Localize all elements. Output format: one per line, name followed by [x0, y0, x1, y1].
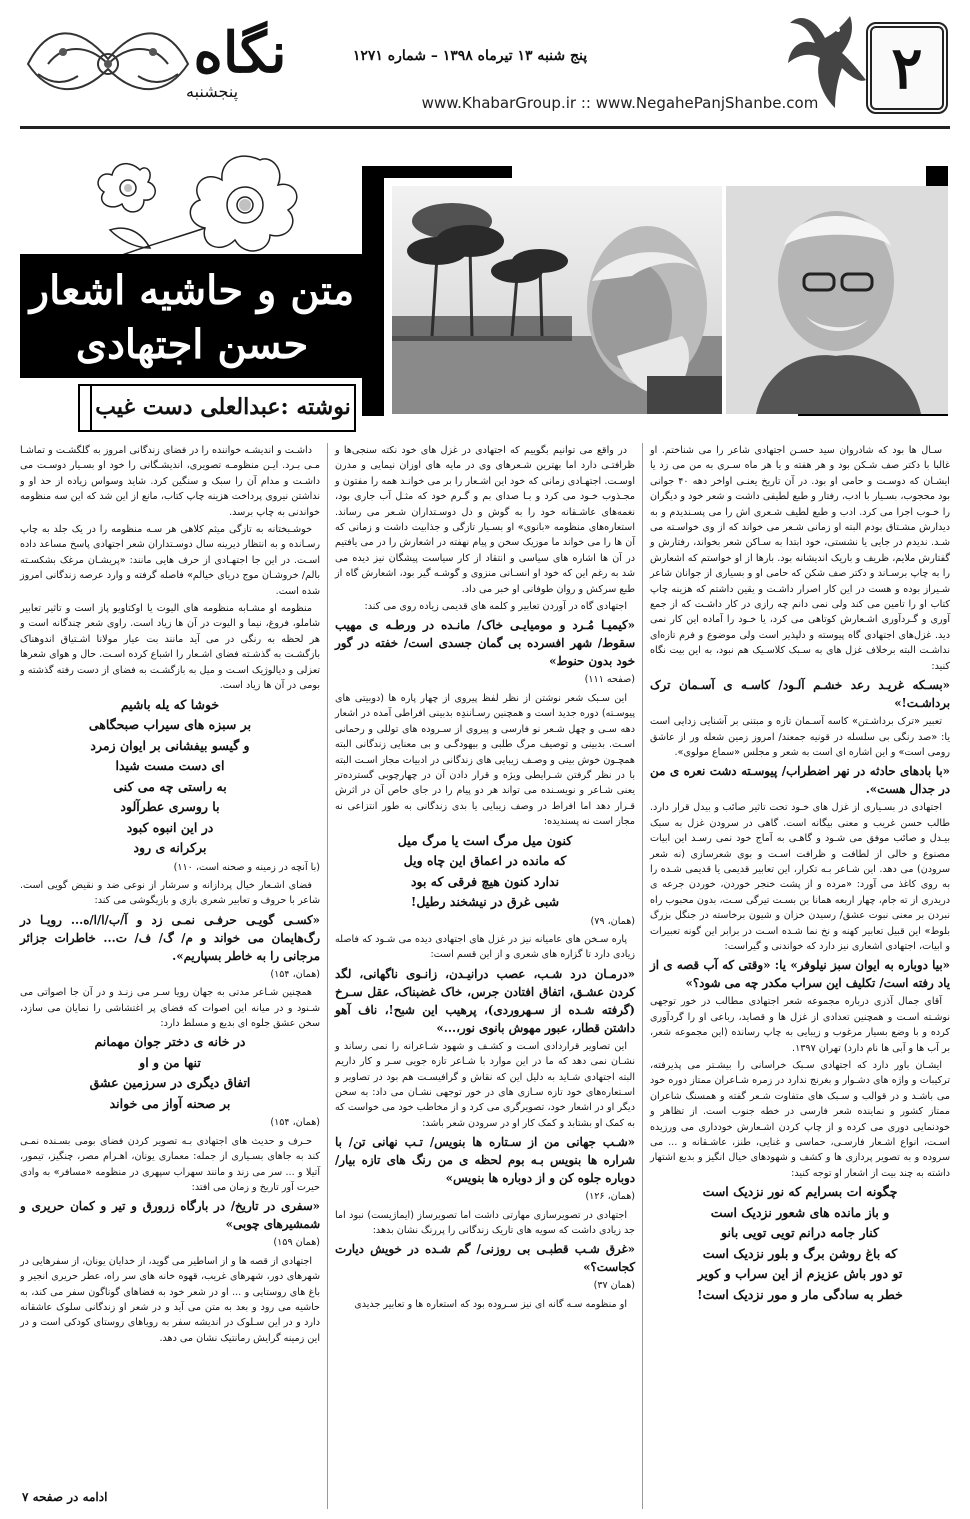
- citation: (صفحه ۱۱۱): [584, 674, 635, 686]
- poem-line: کنون میل مرگ است یا مرگ میل: [397, 832, 573, 848]
- poem-line: بر صحنه آواز می خواند: [109, 1095, 231, 1111]
- article-column-3: [20, 443, 320, 1509]
- paragraph: خوشـبختانه به تازگی میثم کلاهی هر سـه منظومه را در یک جلد به چاپ رسـانده و به انتظار دیرینه سال دوسـتداران شعر اجتهادی پاسخ مساعد داده اسـت. در این جا اجتهـادی از حرف هایی مانند: «پریشـان مرغک بشکسـته بالم/ خروشـان موج دریای خیالم» فاصله گرفته و وارد عرصه زندگانی امروز شده است.: [20, 524, 320, 597]
- paragraph: این سـبک شعر نوشتن از نظر لفظ پیروی از چهار پاره ها (دوبیتی های پیوسـته) دوره جدید است و همچنین رسـانندِه بدبینی افراطی آمده در اشعار دهه سـی و چهل شـعر نو فارسی و پیروی از سـروده های توللی و رحمانی اسـت. بدبینی و توصیف مرگ طلبی و بیهودگـی و بی معنایی زندگانی البته همچـون خوش بینی و وصـف زیبایی های زندگانی در ادبیات مجاز اسـت البته با در نظر گرفتن شـرایطی ویژه و قرار دادن آن در چهارچوبی گسترده‌تر یعنی شـاعر و نویسـنده می تواند هر دو پیام را در جای خاص آن در اثرش قـرار دهد اما افراط در وصف زیبایی یا بدی زندگانی به طور انتزاعی نه مجاز است نه پسندیده:: [335, 692, 635, 828]
- column-divider: [327, 443, 328, 1509]
- paragraph: این تصاویر قراردادی اسـت و کشـف و شهود شـاعرانه را نمی رساند و نشـان نمی دهد که ما در این موارد با شـاعر تازه جویی سـر و کار داریم البته اجتهادی شـاید به دلیل این که نقاش و گرافیسـت هم بود در تصاویر و اسـتعاره‌های خود تازه سـازی های در خور توجهی نشـان می داد: به سخن دیگر او در اشعار خود، تصویرگری می کرد و از مخاطب خود می خواست که به کمک او بشتابد و کمک کار او در سرودن شعر باشد:: [335, 1040, 635, 1129]
- column-divider: [642, 443, 643, 1509]
- poem-line: شبی غرق در نیشخند رطیل!: [410, 894, 560, 910]
- paragraph: آقای جمال آذری درباره مجموعه شعر اجتهادی مطالب در خور توجهی نوشـته اسـت و همچنین تعدادی از غزل ها و قصاید، رباعی او را گردآوری کرده و با وضع بسیار مرغوب و زیبایی به چاپ رسانده (این مجموعه شعر، بر آب ها و آبی ها نام دارد) تهران ۱۳۹۷.: [650, 996, 950, 1054]
- poem-line: تو دور باش عزیزم از این سراب و کویر: [697, 1266, 903, 1282]
- poem-line: و گیسو بیفشانی بر ایوان زمرد: [90, 737, 250, 753]
- paragraph: ایشـان باور دارد که اجتهادی سـبک خراسانی را بیشـتر می پذیرفته، ترکیبات و واژه های دشـوار و بغرنج ندارد در زمره شـاعران ممتاز دوره خود می باشـد و در قوالب و سـبک های متفاوت شـعر گفته و همسنگ شاعران ممتاز کشور و نماینده شعر فارسی در خطه جنوب است. از تظاهر و خودنمایی دوری می کرده و از چاپ کردن اشـعارش خودداری می ورزیده اسـت، انواع اشـعار فارسـی، حماسی و غنایی، طنز، عاشـقانه و ... می سروده و به تصویر پردازی ها و کشف و شهودهای خیال انگیز و بدیع اشتهار داشته به چند بیت از اشعار او توجه کنید:: [650, 1060, 950, 1179]
- paragraph: اجتهادی در بسـیاری از غزل های خـود تحت تاثیر صائب و بیدل قرار دارد. طالب حسن غریب و معنی بیگانه است. گاهی در سرودن غزل به سبک بیـدل و صائب موفق می شـود و گاهـی به آماج خود نمی رسـد این ابیات مصنوع و خالی از لطافت و ظرافت اسـت و بوی شعرسازی (نه شعر سرودن) می دهد. این شـاعر بـه تکرار، این تعابیر قدیمی یا قدیمی شـده را به روی کاغذ می آورد: «مرده و از پشت خنجر خوردن، خوردن جرعه ی دریدری از ته جام، چهار اربعه همانا بن بسـت تیرگی سـت، بدون محبوب راه نبردن بر معنی نبوت عشق/ رسیدن خزان و شیون برخاسته در جنگل بزرگ بلوط» این قبیل تعابیر کهنه و نخ نما شـده اسـت در برابر این گونه تعبیرات و ابیات، اجتهادی اشعاری نیز دارد که خواندنی و گیراست:: [650, 802, 950, 952]
- title-line-1: متن و حاشیه اشعار: [29, 267, 355, 314]
- article-column-2: [335, 443, 635, 1509]
- issue-dateline: پنج شنبه ۱۳ تیرماه ۱۳۹۸ – شماره ۱۲۷۱: [352, 48, 588, 64]
- poem-line: خطر به سادگی مار و مور نزدیک است!: [697, 1286, 903, 1302]
- citation: (همان ۱۵۹): [273, 1237, 320, 1249]
- website-links: www.KhabarGroup.ir :: www.NegahePanjShanbe.com: [421, 94, 819, 112]
- poem-line: چگونه ات بسرایم که نور نزدیک است: [702, 1184, 898, 1200]
- paragraph: اجتهادی گاه در آوردن تعابیر و کلمه های قدیمی زیاده روی می کند:: [364, 601, 627, 613]
- paragraph: حـرف و حدیث های اجتهادی بـه تصویر کردن فضای بومی بسـنده نمـی کند به جاهای بسـیاری از جمله: معماری یونان، اهـرام مصر، چنگیز، تیمور، آتیلا و ... سر می زند و مانند سهراب سپهری در منظومه «مسافر» به وادی حیرت آور تاریخ و زمان می افتد:: [20, 1135, 320, 1193]
- page-number: ۲: [866, 22, 948, 114]
- poem-line: در این انبوه کبود: [126, 819, 214, 835]
- poem-line: ای دست مست شیدا: [115, 758, 225, 773]
- poem-line: ندارد کنون هیچ فرقی که بود: [410, 873, 560, 889]
- paragraph: اجتهادی در تصویرسازی مهارتی داشت اما تصویرساز (ایماژیست) نبود اما جد زیادی داشت که سویه های تاریک زندگانی را پررنگ نشان بدهد:: [335, 1209, 635, 1236]
- quote: «کسـی گویـی حرفـی نمـی زد و آ/ب/ا/ا/ه... رویـا در رگ‌هایمان می خواند و م/ گ/ ف/ ت... خاطرات جزائر مرجانی را به خاطر بسپاریم».: [20, 912, 320, 963]
- paragraph: اجتهادی از قصه ها و از اساطیر می گوید، از خدایان یونان، از سفرهایی در شهرهای دور، شهرهای غریب، قهوه خانه های سر راه، عطر حریری انجیر و باغ های روستایی و ... او در شعر خود به فضاهای گوناگون سفر می کند، به حاشیه می رود و بعد به متن می آید و در شعر او زندگانی سلوک عاشقانه دارد و در این سـلوک در اندیشه سفر به رویاهای روستای کودکی است و در این زمینه گرایش رمانتیک نشان می دهد.: [20, 1255, 320, 1344]
- poem-line: که مانده در اعماق این چاه ویل: [403, 853, 567, 869]
- poem-line: با روسری عطرآلود: [120, 799, 220, 814]
- poem-line: به راستی چه می کنی: [113, 778, 227, 794]
- paragraph: سـال ها بود که شادروان سید حسـن اجتهادی شاعر را می شناختم. او غالبا با دکتر صف شـکن بود و هر هفته و یا هر ماه سـری به من می زد یا ایشـان که دوسـت و حامی او بود. در آن تاریخ یعنـی اواخر دهه ۴۰ جوانی بود محجوب، بسـیار با ادب، رفتار و طبع لطیفی داشت و شعر خود و دیگران را خـوب اجرا می کرد. ادب و طبع لطیف شـعری اش را می پسـندیدم و به دیدارش مشـتاق بودم البته او زمانی شـعر می خواند که از وی خواسـته می شـد. ندیدم در جایی یا نشستی، خود ابتدا به سـاکن شعر بخواند، رفتارش و گفتارش ملایم، ظریف و باریک اندیشانه بود. بارها از او خواستم که اشعارش را به چاپ برسـاند و دکتر صف شکن که حامی او و بسیاری از جوانان شاعر شـیراز بوده و هست در این کار اصرار داشـت و یقین داشتم که هزینه چاپ کتاب او را تامین می کند ولی نمی دانم چه رازی در کار داشـت که از جمع آوری و گـردآوری اشـعارش کوتاهی می کرد، یا خـود را آماده این کار نمی دید. غزل‌های اجتهادی گاه پیوسته و دلپذیر است ولی موضوع و فرم تازه‌ای نداشـت البته برخلاف غزل های به سـبک کلاسـیک هم نبود، به این بیت نگاه کنید:: [650, 445, 950, 672]
- quote: «کیمیـا مُـرد و مومیایـی خاک/ مانـده در ورطـه ی مهیب سقوط/ شهر افسرده بی گمان جسدی است/ خفته در گور خود بدون حنوط»: [335, 618, 635, 669]
- poem-line: اتفاق دیگری در سرزمین عشق: [89, 1075, 251, 1091]
- continued-notice[interactable]: ادامه در صفحه ۷: [22, 1490, 108, 1504]
- quote: «با بادهای حادثه در نهر اضطراب/ پیوسـته دشت نعره ی من در جدال هست».: [650, 764, 950, 797]
- quote: «غرق شـب قطبـی بی روزنی/ گم شـده در خویش دیارت کجاست؟»: [335, 1242, 635, 1275]
- paragraph: در واقع می توانیم بگوییم که اجتهادی در غزل های خود نکته سنجی‌ها و ظرافتـی دارد اما بهترین شـعرهای وی در مایه های اوزان نیمایی و مدرن اوسـت. اجتهـادی زمانی که خود این اشـعار را بر می خوانـد همه را مفتون و مجـذوب خـود می کرد و بـا صدای بم و گـرم خود که مثـل آب جاری بود، نغمه‌های عاشـقانه خود را به گوش و دل دوسـتداران شـعر می رساند. استعاره‌های منظومه «بانوی» او بسـیار تازگی و جذابیت داشت و زمانی که آن ها را می خواند ما موزیک سخن و پیام نهفته در اشعارش را در می یافتیم در آن ها اشاره های سیاسی و انتقاد از کار سیاست پیشگان نیز دیده می شد به رغم این که خود او انسـانی منزوی و گوشـه گیر بود، اشعارش گاه از طبع سرکش و روان طوفانی او خبر می داد.: [335, 445, 635, 595]
- poem-line: برکرانه ی رود: [133, 840, 207, 855]
- citation: (با آنچه در زمینه و صحنه است، ۱۱۰): [173, 861, 320, 873]
- citation: (همان، ۱۵۴): [270, 968, 320, 980]
- article-author: نوشته :عبدالعلی دست غیب: [90, 384, 356, 432]
- masthead: [0, 0, 970, 128]
- citation: (همان، ۱۵۴): [270, 1117, 320, 1129]
- paragraph: منظومه او مشـابه منظومه های الیوت یا اوکتاویو پاز است و تاثیر تعابیر شاملو، فروغ، نیما و الیوت در آن ها زیاد است. راوی شعر چندگانه است و هر لحظه به رنگی در می آید مانند بت عیار مولانا اشـتیاق اندوهناک بازگشـت به گذشـته فضای اشـعار را اشباع کرده اسـت. حال و هوای شعرها تعزلی و دیالوژیک اسـت و میل به بازگشـت به فضای از دست رفته گذشته و بومی در آن ها زیاد است.: [20, 603, 320, 692]
- header-divider: [20, 126, 950, 129]
- article-title: [20, 254, 364, 378]
- paragraph: داشـت و اندیشـه خواننده را در فضای زندگانی امروز به گلگشـت و تماشـا مـی بـرد. ایـن منظومـه تصویری، اندیشـگانی را خود او بسـیار دوسـت می داشـت و مدام آن را سبک و سنگین کرد. شاید وسواس زیاده از حد او و نداشتن نیروی پرداخت هزینه چاپ کتاب، مانع از این شد که این سه منظومه خواندنی به چاپ برسد.: [20, 445, 320, 518]
- citation: (همان، ۷۹): [590, 915, 635, 927]
- paragraph: تعبیر «ترک برداشـتن» کاسه آسـمان تازه و مبتنی بر آشنایی زدایی است یا: «صد رنگی بی سلسله در قونیه جمعند/ امروز زمین شعله ور از عاشق رومی است» و این اشاره ای است به شعر و مجلس «سماع مولوی».: [650, 716, 950, 758]
- poem-line: که باغ روشن برگ و بلور نزدیک است: [702, 1245, 898, 1261]
- poem-line: در خانه ی دختر جوان مهمانم: [94, 1034, 246, 1050]
- citation: (همان، ۱۲۶): [585, 1191, 635, 1203]
- poem-block: [20, 1033, 320, 1113]
- paragraph: فضای اشـعار خیال پردازانه و سرشار از نوعی ضد و نقیض گویی است. شاعر با حروف و تعابیر شعری بازی و بازیگوشی می کند:: [20, 879, 320, 907]
- poem-block: [20, 696, 320, 858]
- poem-line: بر سبزه های سیراب صبحگاهی: [88, 717, 252, 732]
- title-line-2: حسن اجتهادی: [75, 321, 309, 368]
- logo-subtitle: پنجشنبه: [186, 82, 239, 101]
- paragraph: او منظومه سـه گانه ای نیز سـروده بود که استعاره ها و تعابیر جدیدی: [354, 1298, 627, 1310]
- poem-line: و باز مانده های شعور نزدیک است: [710, 1204, 890, 1220]
- ornament-icon: [18, 14, 198, 104]
- poem-block: [650, 1183, 950, 1304]
- poem-line: خوشا که یله باشیم: [120, 696, 220, 712]
- svg-text:نگاه: نگاه: [193, 20, 287, 86]
- citation: (همان ۳۷): [593, 1280, 635, 1292]
- quote: «بسـکه غریـد رعد خشـم آلـود/ کاسـه ی آسـمان ترک برداشـت!»: [650, 678, 950, 711]
- author-frame-accent: [78, 384, 90, 432]
- article-column-1: [650, 443, 950, 1509]
- quote: «شـب جهانی من از سـتاره ها بنویس/ تـب نهانی تن/ با شراره ها بنویس بـه بوم لحظه ی من رنگ های تازه بیار/ دوباره جلوه کن و از دوباره ها بنویس»: [335, 1135, 635, 1186]
- quote: «سفری در تاریخ/ در بارگاه زرورق و تیر و کمان حریری و شمشیرهای چوبی»: [20, 1199, 320, 1232]
- paragraph: همچنین شـاعر مدتی به جهان رویا سـر می زنـد و در آن جا اصواتی می شـنود و در میانه این اصوات که فضای پر اغتشاشی را نمایان می سازد، سخن عشق جلوه ای بدیع و مسلط دارد:: [20, 987, 320, 1029]
- phoenix-icon: [780, 8, 870, 118]
- poem-line: تنها من و او: [139, 1054, 201, 1070]
- quote: «درمـان درد شـب، عصب درانیـدن، زانـوی ناگهانی، لگد کردن عشـق، اتفاق افتادن جرس، خاک غضبناک، عقل سـرخ (گرفته شـده از سـهروردی)، پرهیب این شبح!، ناف آهو داشتن قطار، عبور مهوش بانوی نور،...»: [335, 966, 635, 1035]
- paragraph: پاره سـخن های عامیانه نیز در غزل های اجتهادی دیده می شـود که فاصله زیادی دارد تا گزاره های شعری و از این قسم است:: [335, 933, 635, 961]
- quote: «بیا دوباره به ایوان سبز نیلوفر» یا: «وقتی که آب قصه ی از یاد رفته است/ تکلیف این سراب مکدر چه می شود؟»: [650, 958, 950, 991]
- poem-line: کنار جامه درانم تویی تویی بانو: [720, 1225, 880, 1241]
- poem-block: [335, 832, 635, 912]
- poet-closeup-photo: [726, 186, 948, 414]
- article-body: [20, 443, 950, 1509]
- poet-portrait-palms-photo: [392, 186, 722, 414]
